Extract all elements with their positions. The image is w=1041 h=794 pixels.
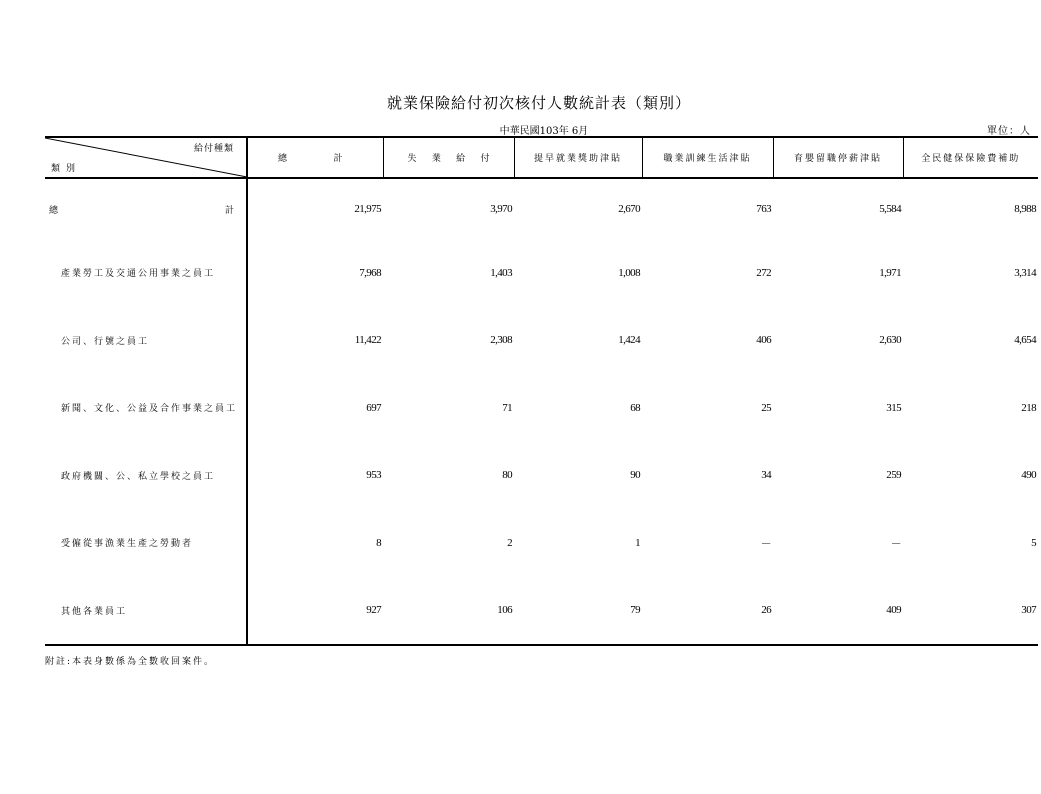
cell-parental-leave: 5,584 — [879, 203, 901, 215]
cell-total: 927 — [247, 577, 383, 646]
header-total — [247, 137, 383, 178]
header-vocational-training: 職業訓練生活津貼 — [642, 137, 773, 178]
report-period: 中華民國103年 6月 — [499, 126, 589, 137]
table-row — [45, 307, 1038, 375]
cell-total: 11,422 — [354, 334, 381, 347]
cell-unemployment: 106 — [383, 577, 514, 646]
cell-health-insurance: 490 — [1021, 469, 1036, 482]
cell-vocational-training: 26 — [642, 577, 773, 646]
footnote: 附註:本表身數係為全數收回案件。 — [45, 657, 216, 667]
table-row — [45, 509, 1038, 577]
table-row — [45, 239, 1038, 307]
header-corner-bottom-label: 類別 — [51, 164, 82, 174]
row-label: 新聞、文化、公益及合作事業之員工 — [45, 374, 247, 442]
statistics-table — [45, 136, 1038, 646]
cell-parental-leave: 409 — [773, 577, 903, 646]
cell-total: 7,968 — [359, 266, 381, 279]
header-health-insurance: 全民健保保險費補助 — [903, 137, 1038, 178]
table-row-total — [45, 178, 1038, 239]
header-unemployment-part-c: 給 — [456, 154, 468, 164]
cell-parental-leave: 1,971 — [879, 266, 901, 279]
cell-early-employment: 68 — [630, 401, 640, 414]
cell-unemployment: 71 — [502, 401, 512, 414]
cell-total: 953 — [366, 469, 381, 482]
header-corner-cell — [45, 137, 247, 178]
table-row — [45, 374, 1038, 442]
cell-total: 21,975 — [354, 203, 381, 215]
table-row — [45, 577, 1038, 646]
header-total-part-b: 計 — [333, 154, 345, 164]
cell-early-employment: 1,008 — [618, 266, 640, 279]
cell-vocational-training: 406 — [756, 334, 771, 347]
cell-unemployment: 2 — [507, 536, 512, 549]
cell-health-insurance: 307 — [903, 577, 1038, 646]
header-early-employment: 提早就業獎助津貼 — [514, 137, 642, 178]
cell-early-employment: 1,424 — [618, 334, 640, 347]
row-label-part-a: 總 — [49, 205, 61, 216]
header-corner-top-label: 給付種類 — [193, 144, 234, 154]
row-label: 公司、行號之員工 — [45, 307, 247, 375]
row-label-part-b: 計 — [224, 205, 236, 216]
cell-health-insurance: 5 — [1031, 536, 1036, 549]
cell-vocational-training: 272 — [756, 266, 771, 279]
cell-unemployment: 3,970 — [490, 203, 512, 215]
cell-total: 697 — [366, 401, 381, 414]
cell-unemployment: 2,308 — [490, 334, 512, 347]
cell-early-employment: 1 — [635, 536, 640, 549]
row-label: 產業勞工及交通公用事業之員工 — [45, 239, 247, 307]
table-header-row — [45, 137, 1038, 178]
cell-parental-leave: 259 — [886, 469, 901, 482]
cell-vocational-training: － — [760, 537, 771, 550]
row-label — [45, 178, 247, 239]
row-label: 受僱從事漁業生產之勞動者 — [45, 509, 247, 577]
cell-parental-leave: － — [890, 537, 901, 550]
header-unemployment-part-a: 失 — [407, 154, 419, 164]
header-parental-leave: 育嬰留職停薪津貼 — [773, 137, 903, 178]
cell-vocational-training: 25 — [761, 401, 771, 414]
cell-unemployment: 1,403 — [490, 266, 512, 279]
header-unemployment-part-d: 付 — [480, 154, 492, 164]
cell-vocational-training: 763 — [756, 203, 771, 215]
cell-health-insurance: 8,988 — [1014, 203, 1036, 215]
row-label: 其他各業員工 — [45, 577, 247, 646]
cell-early-employment: 90 — [630, 469, 640, 482]
row-label: 政府機關、公、私立學校之員工 — [45, 442, 247, 510]
header-total-part-a: 總 — [278, 154, 290, 164]
cell-health-insurance: 218 — [1021, 401, 1036, 414]
cell-total: 8 — [376, 536, 381, 549]
report-unit: 單位：人 — [987, 126, 1031, 137]
header-unemployment-part-b: 業 — [431, 154, 443, 164]
cell-health-insurance: 3,314 — [1014, 266, 1036, 279]
cell-health-insurance: 4,654 — [1014, 334, 1036, 347]
cell-parental-leave: 2,630 — [879, 334, 901, 347]
report-title: 就業保險給付初次核付人數統計表（類別） — [386, 94, 691, 112]
cell-unemployment: 80 — [502, 469, 512, 482]
cell-early-employment: 79 — [514, 577, 642, 646]
cell-parental-leave: 315 — [886, 401, 901, 414]
table-row — [45, 442, 1038, 510]
cell-vocational-training: 34 — [761, 469, 771, 482]
cell-early-employment: 2,670 — [618, 203, 640, 215]
header-unemployment — [383, 137, 514, 178]
